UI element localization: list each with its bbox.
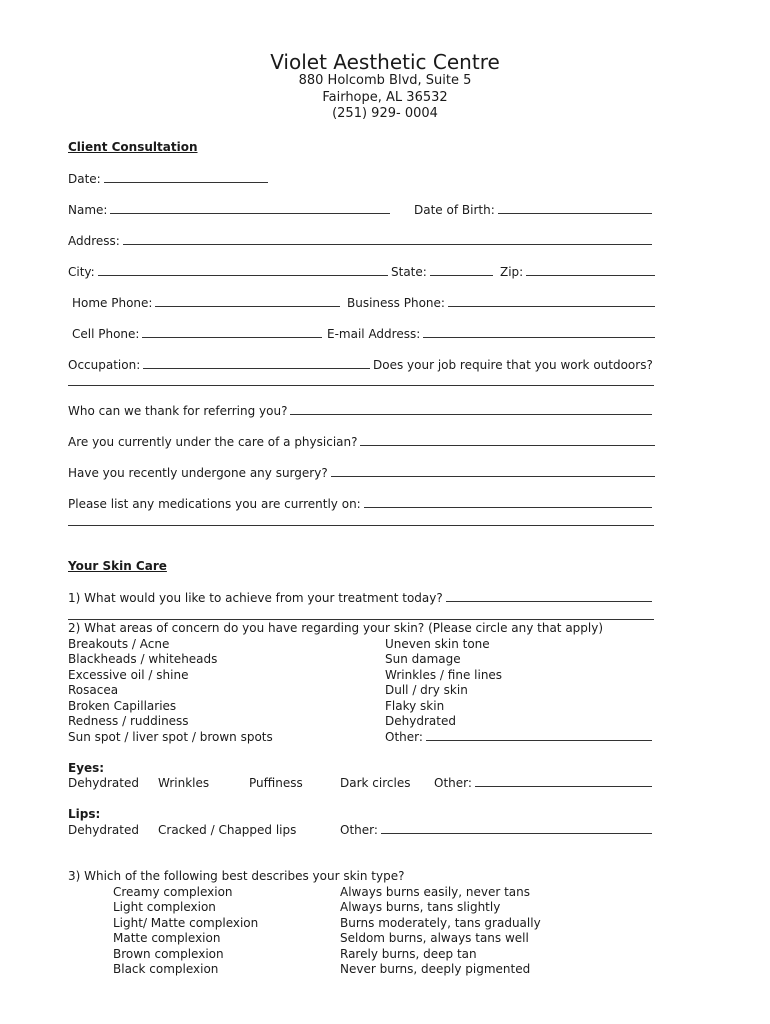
name-field[interactable] (110, 212, 390, 214)
skin-care-heading: Your Skin Care (68, 559, 167, 573)
email-field[interactable] (423, 336, 655, 338)
dob-field-row (414, 203, 654, 217)
referral-field[interactable] (290, 413, 652, 415)
eyes-other-label: Other: (434, 776, 472, 790)
state-label: State: (391, 265, 427, 279)
complexion-option[interactable]: Light complexion (113, 900, 216, 914)
date-label: Date: (68, 172, 101, 186)
home-phone-label: Home Phone: (72, 296, 153, 310)
home-phone-field[interactable] (155, 305, 340, 307)
q1-extra-line[interactable] (68, 619, 654, 620)
concern-other-field[interactable] (426, 739, 652, 741)
concern-option[interactable]: Broken Capillaries (68, 699, 177, 713)
concern-option[interactable]: Sun damage (385, 652, 461, 666)
complexion-option[interactable]: Creamy complexion (113, 885, 233, 899)
medications-extra-line[interactable] (68, 525, 654, 526)
client-consultation-heading: Client Consultation (68, 140, 198, 154)
date-field[interactable] (104, 181, 268, 183)
business-phone-label: Business Phone: (347, 296, 445, 310)
lips-label: Lips: (68, 807, 101, 821)
lips-option[interactable]: Cracked / Chapped lips (158, 823, 297, 837)
q1-label: 1) What would you like to achieve from your treatment today? (68, 591, 443, 605)
address-label: Address: (68, 234, 120, 248)
complexion-option[interactable]: Matte complexion (113, 931, 221, 945)
burn-type-option[interactable]: Burns moderately, tans gradually (340, 916, 541, 930)
occupation-field[interactable] (143, 367, 370, 369)
physician-field-row (68, 435, 657, 449)
business-phone-field-row (347, 296, 657, 310)
email-label: E-mail Address: (327, 327, 421, 341)
city-label: City: (68, 265, 95, 279)
email-field-row (327, 327, 657, 341)
lips-other-field[interactable] (381, 832, 652, 834)
zip-field[interactable] (526, 274, 655, 276)
concern-other-row (385, 730, 654, 744)
cell-phone-field[interactable] (142, 336, 322, 338)
burn-type-option[interactable]: Always burns easily, never tans (340, 885, 531, 899)
eyes-option[interactable]: Wrinkles (158, 776, 210, 790)
cell-phone-field-row (72, 327, 324, 341)
physician-field[interactable] (360, 444, 655, 446)
q1-field-row (68, 591, 654, 605)
concern-option[interactable]: Dehydrated (385, 714, 456, 728)
q2-label: 2) What areas of concern do you have regarding your skin? (Please circle any that apply) (68, 621, 604, 635)
lips-other-label: Other: (340, 823, 378, 837)
complexion-option[interactable]: Black complexion (113, 962, 219, 976)
home-phone-field-row (72, 296, 342, 310)
concern-option[interactable]: Wrinkles / fine lines (385, 668, 503, 682)
city-field-row (68, 265, 390, 279)
burn-type-option[interactable]: Rarely burns, deep tan (340, 947, 477, 961)
address-field[interactable] (123, 243, 652, 245)
concern-option[interactable]: Flaky skin (385, 699, 445, 713)
outdoors-answer-line[interactable] (68, 385, 654, 386)
concern-option[interactable]: Redness / ruddiness (68, 714, 189, 728)
complexion-option[interactable]: Brown complexion (113, 947, 224, 961)
concern-option[interactable]: Blackheads / whiteheads (68, 652, 218, 666)
occupation-field-row (68, 358, 372, 372)
outdoors-question: Does your job require that you work outdoors? (373, 358, 653, 372)
eyes-other-field[interactable] (475, 785, 652, 787)
concern-option[interactable]: Uneven skin tone (385, 637, 490, 651)
complexion-option[interactable]: Light/ Matte complexion (113, 916, 259, 930)
address-line-1: 880 Holcomb Blvd, Suite 5 (298, 73, 472, 88)
medications-label: Please list any medications you are currently on: (68, 497, 361, 511)
address-line-2: Fairhope, AL 36532 (322, 90, 448, 105)
concern-option[interactable]: Rosacea (68, 683, 119, 697)
occupation-label: Occupation: (68, 358, 141, 372)
surgery-field-row (68, 466, 657, 480)
city-field[interactable] (98, 274, 388, 276)
concern-option[interactable]: Dull / dry skin (385, 683, 468, 697)
concern-option[interactable]: Breakouts / Acne (68, 637, 170, 651)
cell-phone-label: Cell Phone: (72, 327, 140, 341)
eyes-option[interactable]: Dehydrated (68, 776, 139, 790)
q3-label: 3) Which of the following best describes your skin type? (68, 869, 405, 883)
business-name: Violet Aesthetic Centre (270, 50, 500, 74)
name-label: Name: (68, 203, 108, 217)
medications-field[interactable] (364, 506, 652, 508)
lips-other-row (340, 823, 654, 837)
burn-type-option[interactable]: Seldom burns, always tans well (340, 931, 529, 945)
concern-option[interactable]: Sun spot / liver spot / brown spots (68, 730, 273, 744)
state-field-row (391, 265, 495, 279)
q1-field[interactable] (446, 600, 652, 602)
eyes-option[interactable]: Puffiness (249, 776, 303, 790)
dob-field[interactable] (498, 212, 652, 214)
eyes-label: Eyes: (68, 761, 105, 775)
business-phone-field[interactable] (448, 305, 655, 307)
phone-number: (251) 929- 0004 (332, 106, 438, 121)
date-field-row (68, 172, 270, 186)
medications-field-row (68, 497, 654, 511)
lips-option[interactable]: Dehydrated (68, 823, 139, 837)
surgery-field[interactable] (331, 475, 655, 477)
burn-type-option[interactable]: Never burns, deeply pigmented (340, 962, 531, 976)
referral-field-row (68, 404, 654, 418)
concern-option[interactable]: Excessive oil / shine (68, 668, 189, 682)
state-field[interactable] (430, 274, 493, 276)
eyes-other-row (434, 776, 654, 790)
surgery-label: Have you recently undergone any surgery? (68, 466, 328, 480)
dob-label: Date of Birth: (414, 203, 495, 217)
concern-other-label: Other: (385, 730, 423, 744)
zip-label: Zip: (500, 265, 524, 279)
burn-type-option[interactable]: Always burns, tans slightly (340, 900, 501, 914)
physician-label: Are you currently under the care of a physician? (68, 435, 358, 449)
zip-field-row (500, 265, 657, 279)
referral-label: Who can we thank for referring you? (68, 404, 288, 418)
eyes-option[interactable]: Dark circles (340, 776, 411, 790)
name-field-row (68, 203, 392, 217)
address-field-row (68, 234, 654, 248)
